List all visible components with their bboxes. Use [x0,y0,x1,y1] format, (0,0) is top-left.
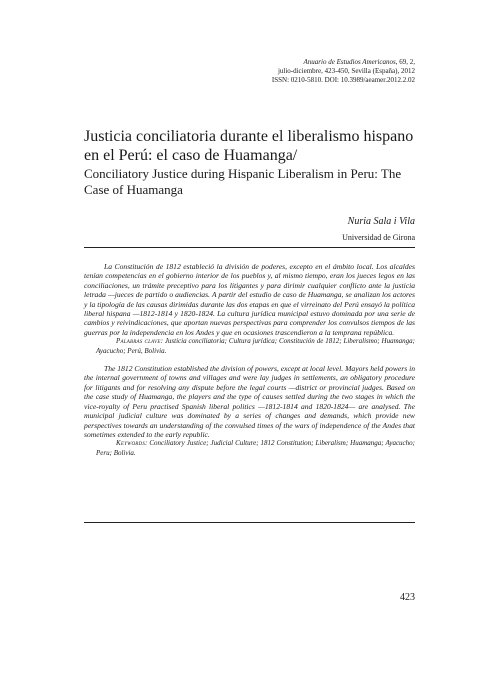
journal-issue: , 69, 2, [395,58,415,66]
abstract-english: The 1812 Constitution established the division of powers, except at local level. Mayors held powers in the internal government of towns and villages and were lay judges in settlements, an obligatory procedure for litigants and for resolving any dispute before the legal courts —district or provincial judges. Based on the case study of Huamanga, the players and the type of causes settled during the two stages in which the vice-royalty of Peru practised Spanish liberal politics —1812-1814 and 1820-1824— are analysed. The municipal judicial culture was dominated by a series of changes and demands, which provide new perspectives towards an understanding of the convulsed times of the wars of independence of the Andes that sometimes extended to the early republic. [84,364,415,439]
abstract-section [84,262,415,458]
journal-name: Anuario de Estudios Americanos [303,58,396,66]
author-block [342,215,415,244]
keywords-english-text: : Conciliatory Justice; Judicial Culture; 1812 Constitution; Liberalism; Huamanga; Ayacucho; Peru; Bolivia. [96,439,415,457]
bottom-divider [84,522,415,523]
page-number: 423 [400,592,415,603]
running-header [272,58,415,85]
keywords-english-label: Keywords [116,439,146,448]
author-name: Nuria Sala i Vila [347,216,415,227]
english-abstract-block [84,364,415,458]
author-affiliation: Universidad de Girona [342,233,415,242]
keywords-spanish [84,337,415,356]
keywords-spanish-label: Palabras clave [116,337,161,346]
abstract-spanish: La Constitución de 1812 estableció la división de poderes, excepto en el ámbito local. Los alcaldes tenían competencias en el gobierno interior de los pueblos y, al mismo tiempo, eran los jueces legos en las conciliaciones, un trámite preceptivo para los litigantes y para dirimir cualquier conflicto ante la justicia letrada —jueces de partido o audiencias. A partir del estudio de caso de Huamanga, se analizan los actores y la tipología de las causas dirimidas durante las dos etapas en que el virreinato del Perú ensayó la política liberal hispana —1812-1814 y 1820-1824. La cultura jurídica municipal estuvo dominada por una serie de cambios y reivindicaciones, que aportan nuevas perspectivas para comprender los convulsos tiempos de las guerras por la independencia en los Andes y que en ocasiones trascendieron a la temprana república. [84,262,415,337]
article-subtitle: Conciliatory Justice during Hispanic Liberalism in Peru: The Case of Huamanga [84,166,402,197]
keywords-english [84,439,415,458]
header-line-2: julio-diciembre, 423-450, Sevilla (España), 2012 [277,67,415,75]
header-line-1 [272,58,415,67]
header-line-3: ISSN: 0210-5810. DOI: 10.3989/aeamer.2012.2.02 [271,76,415,84]
keywords-spanish-text: : Justicia conciliatoria; Cultura jurídica; Constitución de 1812; Liberalismo; Huamanga; Ayacucho; Perú, Bolivia. [96,337,415,355]
top-divider [84,247,415,248]
article-title: Justicia conciliatoria durante el liberalismo hispano en el Perú: el caso de Huamanga/ [84,128,414,164]
